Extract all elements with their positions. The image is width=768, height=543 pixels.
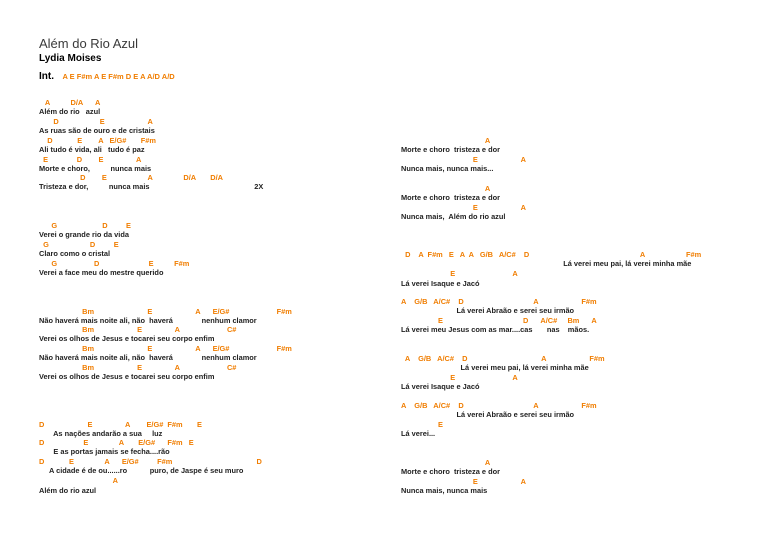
chord-line: A G/B A/C# D A F#m xyxy=(401,297,597,306)
chord-line: D E A E/G# F#m xyxy=(39,136,156,145)
lyric-line: Lá verei Abraão e serei seu irmão xyxy=(401,410,575,419)
chord-line: A xyxy=(401,458,491,467)
lyric-line: Não haverá mais noite ali, não haverá nenhum clamor xyxy=(39,316,257,325)
chord-line: D E A E/G# F#m D xyxy=(39,457,262,466)
lyric-line: Verei os olhos de Jesus e tocarei seu corpo enfim xyxy=(39,372,215,381)
lyric-line: Verei a face meu do mestre querido xyxy=(39,268,164,277)
lyric-line: Além do rio azul xyxy=(39,486,97,495)
lyric-line: E as portas jamais se fecha....rão xyxy=(39,447,170,456)
chord-line: G D E xyxy=(39,221,131,230)
lyric-line: Ali tudo é vida, ali tudo é paz xyxy=(39,145,145,154)
chord-line: Bm E A C# xyxy=(39,325,237,334)
chord-line: E xyxy=(401,420,443,429)
lyric-line: Nunca mais, nunca mais... xyxy=(401,164,494,173)
lyric-line: Além do rio azul xyxy=(39,107,101,116)
lyric-line: As nações andarão a sua luz xyxy=(39,429,163,438)
lyric-line: Lá verei meu pai, lá verei minha mãe xyxy=(401,259,692,268)
chord-line: D E A E/G# F#m E xyxy=(39,420,202,429)
chord-line: A xyxy=(401,184,491,193)
chord-line: E A xyxy=(401,155,526,164)
lyric-line: Verei os olhos de Jesus e tocarei seu corpo enfim xyxy=(39,334,215,343)
chord-line: A D/A A xyxy=(39,98,101,107)
chord-line: A G/B A/C# D A F#m xyxy=(401,401,597,410)
chord-line: G D E F#m xyxy=(39,259,190,268)
lyric-line: Verei o grande rio da vida xyxy=(39,230,129,239)
lyric-line: A cidade é de ou......ro puro, de Jaspe é seu muro xyxy=(39,466,244,475)
lyric-line: Morte e choro tristeza e dor xyxy=(401,193,500,202)
chord-line: G D E xyxy=(39,240,119,249)
chord-line: Bm E A E/G# F#m xyxy=(39,344,292,353)
chord-line: Bm E A C# xyxy=(39,363,237,372)
chord-line: Bm E A E/G# F#m xyxy=(39,307,292,316)
intro-label: Int. xyxy=(39,71,54,82)
chord-line: E A xyxy=(401,373,518,382)
chord-line: E A xyxy=(401,203,526,212)
intro-chords: A E F#m A E F#m D E A A/D A/D xyxy=(62,72,175,81)
lyric-line: Morte e choro tristeza e dor xyxy=(401,145,500,154)
lyric-line: Lá verei Isaque e Jacó xyxy=(401,382,480,391)
chord-line: D E A E/G# F#m E xyxy=(39,438,194,447)
lyric-line: Lá verei meu pai, lá verei minha mãe xyxy=(401,363,589,372)
chord-line: D A F#m E A A G/B A/C# D A F#m xyxy=(401,250,702,259)
lyric-line: Lá verei meu Jesus com as mar....cas nas mãos. xyxy=(401,325,590,334)
lyric-line: Tristeza e dor, nunca mais 2X xyxy=(39,182,264,191)
chord-line: A xyxy=(401,136,491,145)
lyric-line: Nunca mais, Além do rio azul xyxy=(401,212,506,221)
lyric-line: Lá verei Isaque e Jacó xyxy=(401,279,480,288)
song-artist: Lydia Moises xyxy=(39,53,102,64)
lyric-line: Lá verei Abraão e serei seu irmão xyxy=(401,306,575,315)
lyric-line: Não haverá mais noite ali, não haverá nenhum clamor xyxy=(39,353,257,362)
lyric-line: As ruas são de ouro e de cristais xyxy=(39,126,155,135)
chord-line: D E A D/A D/A xyxy=(39,173,223,182)
chord-line: A xyxy=(39,476,118,485)
chord-line: D E A xyxy=(39,117,153,126)
lyric-line: Lá verei... xyxy=(401,429,436,438)
chord-line: E D A/C# Bm A xyxy=(401,316,597,325)
chord-line: E D E A xyxy=(39,155,142,164)
song-title: Além do Rio Azul xyxy=(39,36,138,51)
lyric-line: Morte e choro, nunca mais xyxy=(39,164,152,173)
chord-line: A G/B A/C# D A F#m xyxy=(401,354,605,363)
intro-line xyxy=(39,66,175,84)
lyric-line: Claro como o cristal xyxy=(39,249,111,258)
lyric-line: Nunca mais, nunca mais xyxy=(401,486,488,495)
lyric-line: Morte e choro tristeza e dor xyxy=(401,467,500,476)
chord-line: E A xyxy=(401,269,518,278)
chord-line: E A xyxy=(401,477,526,486)
